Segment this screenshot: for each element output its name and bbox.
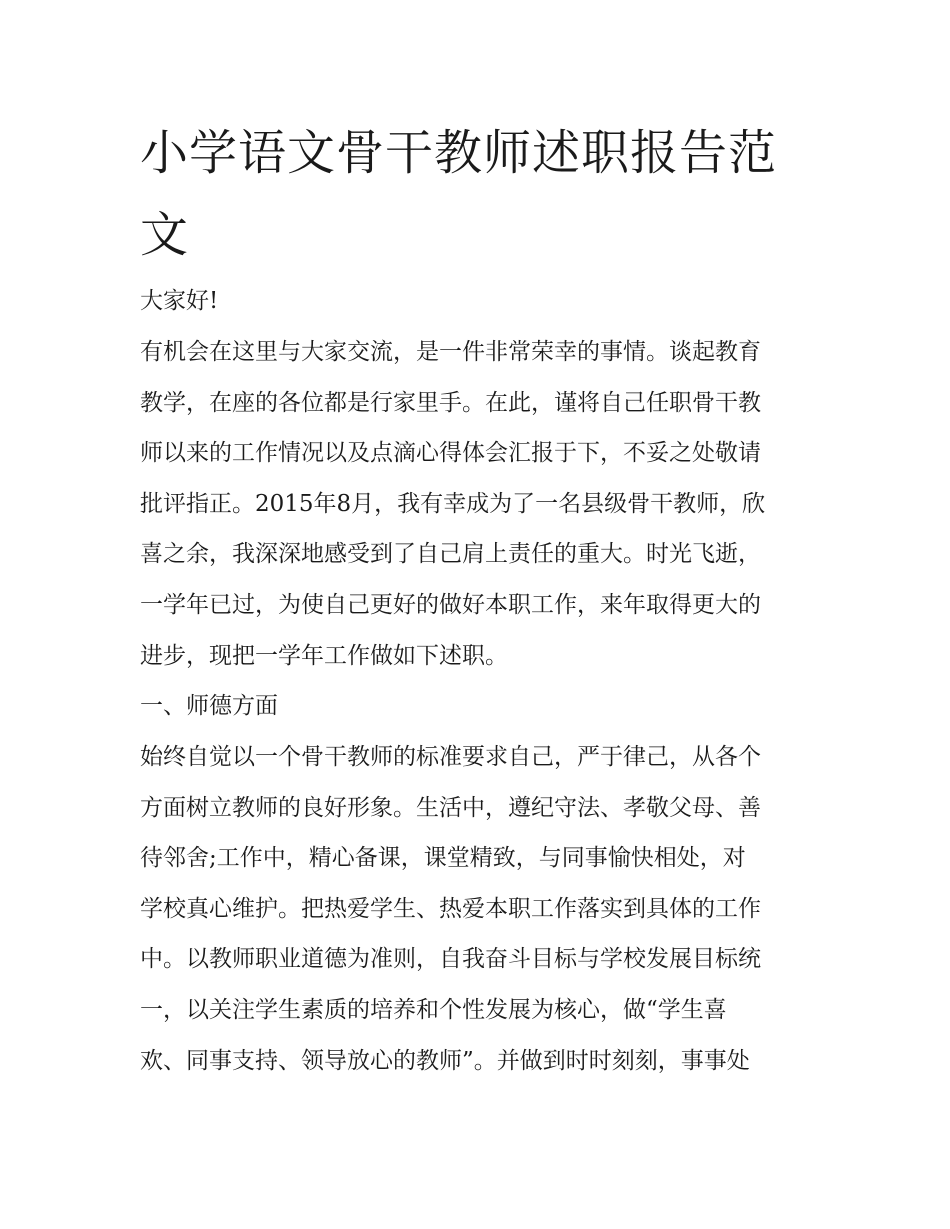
greeting-line: 大家好! (140, 288, 219, 314)
body-line: 师以来的工作情况以及点滴心得体会汇报于下，不妥之处敬请 (140, 440, 761, 466)
body-line: 教学，在座的各位都是行家里手。在此，谨将自己任职骨干教 (140, 390, 761, 416)
document-title: 小学语文骨干教师述职报告范文 (140, 125, 778, 263)
body-line: 始终自觉以一个骨干教师的标准要求自己，严于律己，从各个 (140, 744, 761, 770)
body-line: 方面树立教师的良好形象。生活中，遵纪守法、孝敬父母、善 (140, 795, 761, 821)
body-line: 中。以教师职业道德为准则，自我奋斗目标与学校发展目标统 (140, 946, 761, 972)
body-line: 待邻舍;工作中，精心备课，课堂精致，与同事愉快相处，对 (140, 845, 746, 871)
body-line: 欢、同事支持、领导放心的教师”。并做到时时刻刻，事事处 (140, 1048, 750, 1074)
body-line: 批评指正。2015年8月，我有幸成为了一名县级骨干教师，欣 (140, 491, 766, 517)
body-line: 一学年已过，为使自己更好的做好本职工作，来年取得更大的 (140, 592, 761, 618)
body-line: 一，以关注学生素质的培养和个性发展为核心，做“学生喜 (140, 997, 727, 1023)
section-heading: 一、师德方面 (140, 693, 278, 719)
body-line: 学校真心维护。把热爱学生、热爱本职工作落实到具体的工作 (140, 896, 761, 922)
body-line: 进步，现把一学年工作做如下述职。 (140, 643, 508, 669)
body-line: 喜之余，我深深地感受到了自己肩上责任的重大。时光飞逝， (140, 541, 761, 567)
body-line: 有机会在这里与大家交流，是一件非常荣幸的事情。谈起教育 (140, 339, 761, 365)
